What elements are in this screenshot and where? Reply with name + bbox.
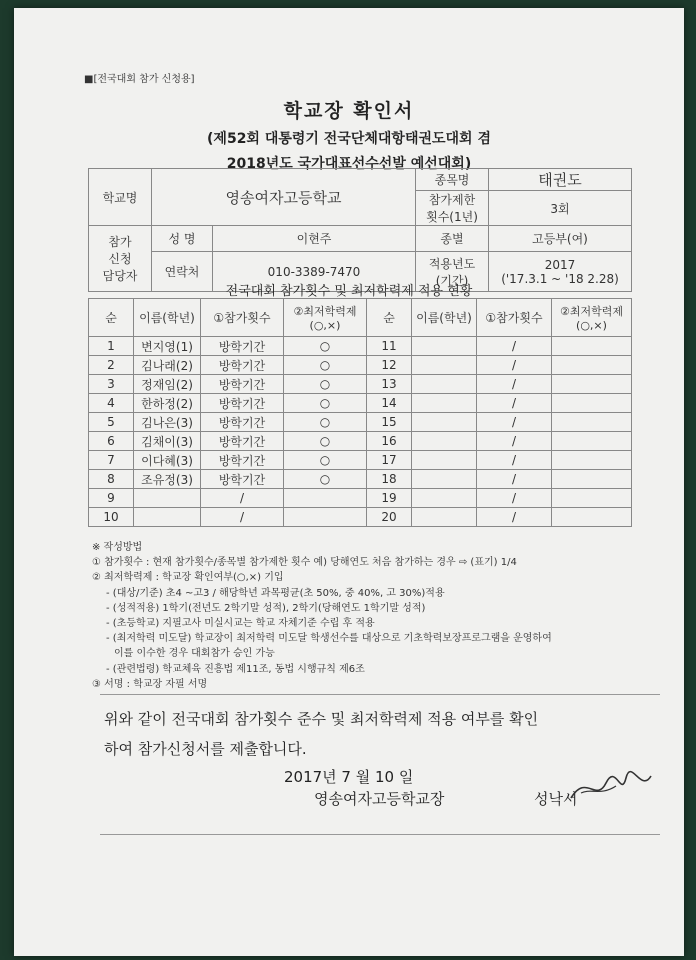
status-table (88, 298, 632, 527)
division-label: 종별 (416, 226, 489, 252)
status-title: 전국대회 참가횟수 및 최저학력제 적용 현황 (225, 284, 473, 299)
limit-label: 참가제한 횟수(1년) (416, 191, 489, 226)
note-item: 이를 이수한 경우 대회참가 승인 가능 (114, 648, 275, 660)
col-no-right: 순 (367, 299, 412, 337)
signature-icon (566, 768, 656, 808)
note-item: - (최저학력 미도달) 학교장이 최저학력 미도달 학생선수를 대상으로 기초학력보장프로그램을 운영하여 (106, 633, 552, 645)
row-no-right: 16 (367, 432, 412, 451)
row-name-right (412, 375, 477, 394)
row-name-left (134, 489, 201, 508)
declaration-line-1: 위와 같이 전국대회 참가횟수 준수 및 최저학력제 적용 여부를 확인 (104, 710, 539, 728)
row-no-right: 11 (367, 337, 412, 356)
row-count-left: 방학기간 (201, 394, 284, 413)
period-label: 적용년도 (기간) (416, 252, 489, 292)
row-no-right: 17 (367, 451, 412, 470)
table-row (89, 413, 632, 432)
row-name-left: 변지영(1) (134, 337, 201, 356)
school-name: 영송여자고등학교 (152, 169, 416, 226)
row-min-left: ○ (284, 356, 367, 375)
row-no-right: 14 (367, 394, 412, 413)
table-row (89, 356, 632, 375)
row-name-right (412, 489, 477, 508)
event-label: 종목명 (416, 169, 489, 191)
row-name-left (134, 508, 201, 527)
row-count-right: / (477, 508, 552, 527)
row-count-left: 방학기간 (201, 375, 284, 394)
row-min-left: ○ (284, 451, 367, 470)
contact-label: 참가 신청 담당자 (89, 226, 152, 292)
row-count-right: / (477, 489, 552, 508)
row-name-right (412, 432, 477, 451)
note-item: ① 참가횟수 : 현재 참가횟수/종목별 참가제한 횟수 예) 당해연도 처음 참가하는 경우 ⇨ (표기) 1/4 (92, 557, 517, 569)
row-name-right (412, 413, 477, 432)
period-value: 2017 ('17.3.1 ~ '18 2.28) (489, 252, 632, 292)
division-value: 고등부(여) (489, 226, 632, 252)
table-row (89, 432, 632, 451)
row-name-left: 이다혜(3) (134, 451, 201, 470)
col-name-right: 이름(학년) (412, 299, 477, 337)
row-count-right: / (477, 337, 552, 356)
row-min-left: ○ (284, 432, 367, 451)
row-min-right (552, 413, 632, 432)
divider (100, 694, 660, 695)
note-item: - (관련법령) 학교체육 진흥법 제11조, 동법 시행규칙 제6조 (106, 663, 365, 675)
school-label: 학교명 (89, 169, 152, 226)
row-min-right (552, 508, 632, 527)
info-table (88, 168, 632, 292)
subtitle-line-2: 2018년도 국가대표선수선발 예선대회) (226, 156, 472, 172)
row-name-right (412, 470, 477, 489)
name-label: 성 명 (152, 226, 213, 252)
row-count-right: / (477, 394, 552, 413)
row-min-left: ○ (284, 375, 367, 394)
signing-date: 2017년 7 월 10 일 (284, 768, 414, 786)
row-no-left: 1 (89, 337, 134, 356)
document-page (14, 8, 684, 956)
row-min-right (552, 489, 632, 508)
row-no-left: 5 (89, 413, 134, 432)
table-row (89, 394, 632, 413)
row-no-right: 18 (367, 470, 412, 489)
row-count-right: / (477, 375, 552, 394)
row-min-right (552, 394, 632, 413)
row-min-right (552, 470, 632, 489)
page-title: 학교장 확인서 (283, 100, 415, 122)
note-item: - (초등학교) 지필고사 미실시교는 학교 자체기준 수립 후 적용 (106, 618, 375, 630)
col-count-left: ①참가횟수 (201, 299, 284, 337)
row-count-left: 방학기간 (201, 356, 284, 375)
table-header-row (89, 299, 632, 337)
row-min-left: ○ (284, 394, 367, 413)
row-min-right (552, 375, 632, 394)
col-min-right: ②최저학력제 (○,×) (552, 299, 632, 337)
row-count-left: 방학기간 (201, 470, 284, 489)
row-name-left: 김나은(3) (134, 413, 201, 432)
row-count-left: 방학기간 (201, 337, 284, 356)
note-item: - (대상/기준) 초4 ~고3 / 해당학년 과목평균(초 50%, 중 40%, 고 30%)적용 (106, 587, 445, 599)
row-no-left: 8 (89, 470, 134, 489)
row-count-left: / (201, 489, 284, 508)
contact-name: 이현주 (213, 226, 416, 252)
row-min-left: ○ (284, 337, 367, 356)
col-no-left: 순 (89, 299, 134, 337)
row-no-left: 7 (89, 451, 134, 470)
row-no-left: 6 (89, 432, 134, 451)
row-name-left: 정재임(2) (134, 375, 201, 394)
row-min-right (552, 432, 632, 451)
row-name-left: 조유정(3) (134, 470, 201, 489)
row-name-right (412, 356, 477, 375)
row-count-right: / (477, 356, 552, 375)
row-min-right (552, 337, 632, 356)
header-tag: ■[전국대회 참가 신청용] (84, 74, 195, 85)
row-min-right (552, 451, 632, 470)
row-count-left: 방학기간 (201, 432, 284, 451)
note-item: ③ 서명 : 학교장 자필 서명 (92, 678, 208, 690)
note-heading: ※ 작성방법 (92, 542, 143, 553)
row-min-left (284, 508, 367, 527)
row-min-left (284, 489, 367, 508)
row-count-left: 방학기간 (201, 413, 284, 432)
row-no-left: 10 (89, 508, 134, 527)
row-count-right: / (477, 451, 552, 470)
principal-name: 성낙서 (534, 790, 578, 808)
row-no-left: 3 (89, 375, 134, 394)
row-min-left: ○ (284, 413, 367, 432)
bottom-divider (100, 834, 660, 835)
row-no-right: 12 (367, 356, 412, 375)
phone-value: 010-3389-7470 (213, 252, 416, 292)
row-name-left: 김채이(3) (134, 432, 201, 451)
col-name-left: 이름(학년) (134, 299, 201, 337)
table-row (89, 489, 632, 508)
row-count-right: / (477, 470, 552, 489)
subtitle-line-1: (제52회 대통령기 전국단체대항태권도대회 겸 (207, 131, 491, 147)
row-count-right: / (477, 413, 552, 432)
row-name-left: 한하정(2) (134, 394, 201, 413)
limit-value: 3회 (489, 191, 632, 226)
row-name-left: 김나래(2) (134, 356, 201, 375)
col-min-left: ②최저학력제 (○,×) (284, 299, 367, 337)
note-item: ② 최저학력제 : 학교장 확인여부(○,×) 기입 (92, 572, 284, 584)
table-row (89, 508, 632, 527)
row-count-left: / (201, 508, 284, 527)
table-row (89, 470, 632, 489)
row-no-left: 2 (89, 356, 134, 375)
row-name-right (412, 337, 477, 356)
row-name-right (412, 394, 477, 413)
row-no-right: 13 (367, 375, 412, 394)
row-no-right: 19 (367, 489, 412, 508)
col-count-right: ①참가횟수 (477, 299, 552, 337)
row-count-right: / (477, 432, 552, 451)
row-no-left: 9 (89, 489, 134, 508)
row-no-left: 4 (89, 394, 134, 413)
row-name-right (412, 508, 477, 527)
table-row (89, 451, 632, 470)
row-min-right (552, 356, 632, 375)
writing-instructions (92, 540, 552, 692)
table-row (89, 375, 632, 394)
row-no-right: 15 (367, 413, 412, 432)
table-row (89, 337, 632, 356)
principal-title: 영송여자고등학교장 (314, 790, 445, 808)
event-value: 태권도 (489, 169, 632, 191)
row-min-left: ○ (284, 470, 367, 489)
declaration-line-2: 하여 참가신청서를 제출합니다. (104, 740, 307, 758)
row-no-right: 20 (367, 508, 412, 527)
phone-label: 연락처 (152, 252, 213, 292)
row-name-right (412, 451, 477, 470)
row-count-left: 방학기간 (201, 451, 284, 470)
note-item: - (성적적용) 1학기(전년도 2학기말 성적), 2학기(당해연도 1학기말 성적) (106, 602, 426, 614)
